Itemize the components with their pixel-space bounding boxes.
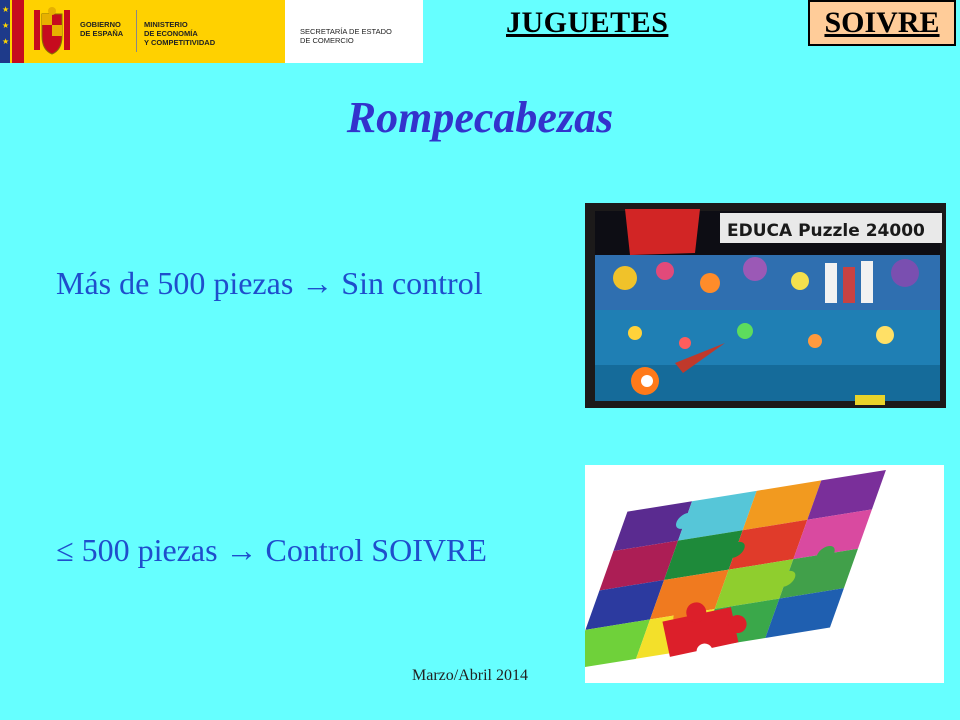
- star-icon: ★: [2, 21, 10, 30]
- rule-line-up-to-500: ≤ 500 piezas → Control SOIVRE: [56, 532, 487, 568]
- government-line: DE ESPAÑA: [80, 29, 124, 38]
- coat-of-arms-icon: [28, 6, 76, 58]
- section-label: JUGUETES: [506, 6, 669, 39]
- secretary-line: DE COMERCIO: [300, 36, 354, 45]
- star-icon: ★: [2, 37, 10, 46]
- org-label: SOIVRE: [824, 6, 940, 39]
- government-name: [80, 20, 123, 38]
- box-brand-text: EDUCA Puzzle 24000: [727, 221, 925, 241]
- ministry-line: MINISTERIO: [144, 20, 188, 29]
- footer-date: Marzo/Abril 2014: [412, 667, 528, 684]
- puzzle-pieces-photo: [585, 465, 944, 683]
- secretary-name: [300, 27, 392, 45]
- rule-line-over-500: Más de 500 piezas → Sin control: [56, 265, 483, 301]
- government-line: GOBIERNO: [80, 20, 121, 29]
- slide-title: Rompecabezas: [346, 93, 614, 142]
- ministry-line: DE ECONOMÍA: [144, 29, 198, 38]
- ministry-name: [144, 20, 215, 47]
- puzzle-box-photo: [585, 203, 946, 408]
- org-label-box: [808, 0, 956, 46]
- ministry-line: Y COMPETITIVIDAD: [144, 38, 216, 47]
- eu-flag-icon: [0, 0, 10, 63]
- logo-divider: [136, 10, 137, 52]
- secretary-line: SECRETARÍA DE ESTADO: [300, 27, 392, 36]
- flag-band: [12, 0, 24, 63]
- star-icon: ★: [2, 5, 10, 14]
